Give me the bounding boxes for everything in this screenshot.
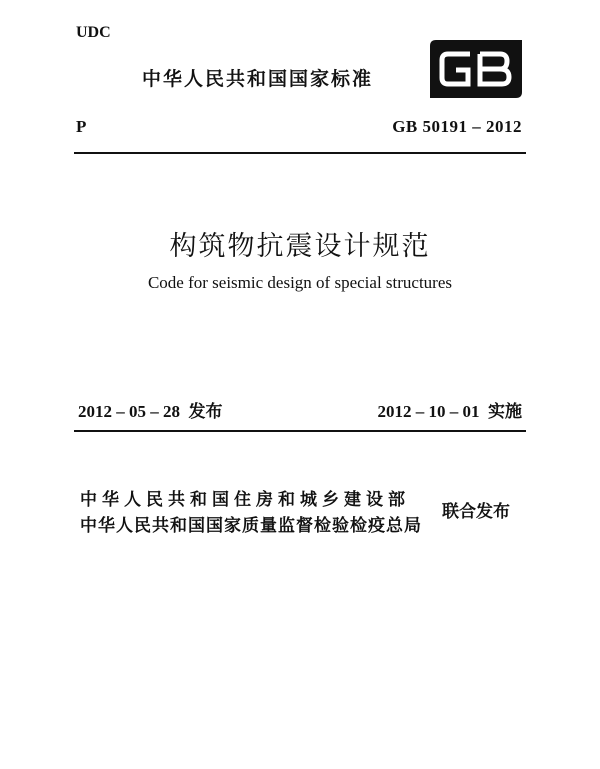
title-chinese: 构筑物抗震设计规范 xyxy=(169,231,431,262)
divider-top xyxy=(74,152,526,154)
udc-label: UDC xyxy=(76,24,111,41)
joint-issue-label: 联合发布 xyxy=(442,502,510,522)
implement-date: 2012 – 10 – 01 实施 xyxy=(377,402,522,421)
category-code: P xyxy=(76,117,87,136)
issuer-quality-supervision: 中华人民共和国国家质量监督检验检疫总局 xyxy=(80,516,422,536)
standard-number: GB 50191 – 2012 xyxy=(392,117,522,136)
title-english: Code for seismic design of special structures xyxy=(147,273,453,292)
divider-bottom xyxy=(74,430,526,432)
national-standard-heading: 中华人民共和国国家标准 xyxy=(142,68,374,90)
publish-date: 2012 – 05 – 28 发布 xyxy=(78,402,223,421)
gb-logo xyxy=(430,40,522,98)
issuer-ministry-housing: 中华人民共和国住房和城乡建设部 xyxy=(80,490,410,510)
